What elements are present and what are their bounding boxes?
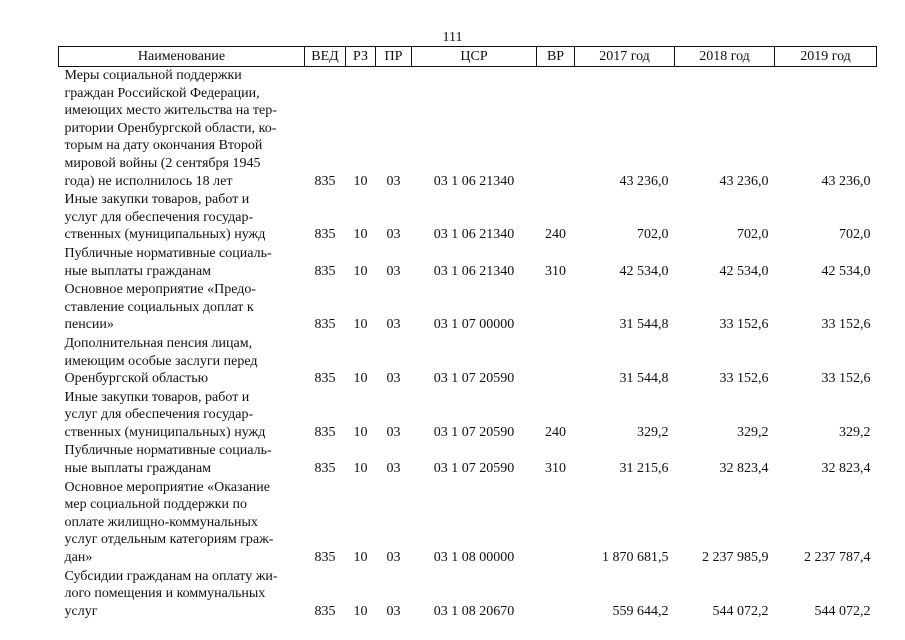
cell-rz: 10 <box>353 263 368 279</box>
header-2017: 2017 год <box>575 47 675 67</box>
header-2019: 2019 год <box>775 47 877 67</box>
cell-rz: 10 <box>353 603 368 619</box>
cell-pr: 03 <box>386 424 401 440</box>
cell-csr: 03 1 06 21340 <box>433 263 515 279</box>
cell-csr: 03 1 07 20590 <box>433 461 515 477</box>
cell-vr: 310 <box>545 461 566 477</box>
cell-y2017: 329,2 <box>637 424 669 440</box>
cell-y2017: 31 544,8 <box>619 371 669 387</box>
cell-pr: 03 <box>386 227 401 243</box>
table-row <box>59 389 877 443</box>
cell-pr: 03 <box>386 263 401 279</box>
table-row <box>59 479 877 568</box>
cell-vr <box>537 568 575 622</box>
cell-y2018: 2 237 985,9 <box>702 550 769 566</box>
cell-y2017: 42 534,0 <box>619 263 669 279</box>
cell-csr: 03 1 06 21340 <box>433 173 515 189</box>
cell-pr: 03 <box>386 317 401 333</box>
cell-y2017: 1 870 681,5 <box>602 550 669 566</box>
cell-rz: 10 <box>353 317 368 333</box>
table-row <box>59 281 877 335</box>
cell-y2018: 33 152,6 <box>719 317 769 333</box>
table-body <box>59 67 877 622</box>
cell-y2017: 43 236,0 <box>619 173 669 189</box>
header-csr: ЦСР <box>412 47 537 67</box>
cell-name: Субсидии гражданам на оплату жи- лого помещения и коммунальных услуг <box>64 568 278 619</box>
cell-ved: 835 <box>314 227 336 243</box>
cell-y2019: 2 237 787,4 <box>804 550 871 566</box>
cell-ved: 835 <box>314 461 336 477</box>
cell-csr: 03 1 08 00000 <box>433 550 515 566</box>
cell-ved: 835 <box>314 424 336 440</box>
cell-y2017: 702,0 <box>637 227 669 243</box>
cell-rz: 10 <box>353 227 368 243</box>
cell-rz: 10 <box>353 550 368 566</box>
table-header <box>59 47 877 67</box>
cell-pr: 03 <box>386 461 401 477</box>
cell-y2019: 33 152,6 <box>821 371 871 387</box>
cell-pr: 03 <box>386 173 401 189</box>
cell-y2018: 702,0 <box>737 227 769 243</box>
cell-y2018: 32 823,4 <box>719 461 769 477</box>
cell-y2019: 702,0 <box>839 227 871 243</box>
cell-y2018: 329,2 <box>737 424 769 440</box>
cell-csr: 03 1 08 20670 <box>433 603 515 619</box>
cell-ved: 835 <box>314 263 336 279</box>
cell-name: Дополнительная пенсия лицам, имеющим особые заслуги перед Оренбургской областью <box>64 335 258 387</box>
cell-ved: 835 <box>314 371 336 387</box>
cell-name: Меры социальной поддержки граждан Российской Федерации, имеющих место жительства на тер- ритории Оренбургской области, ко- торым на дату окончания Второй мировой войны (2 сентября 1945 года) не исполнилось 18 лет <box>64 68 277 189</box>
cell-csr: 03 1 06 21340 <box>433 227 515 243</box>
cell-pr: 03 <box>386 550 401 566</box>
header-rz: РЗ <box>346 47 376 67</box>
cell-y2019: 32 823,4 <box>821 461 871 477</box>
budget-table <box>58 46 877 621</box>
cell-ved: 835 <box>314 550 336 566</box>
cell-vr: 310 <box>545 263 566 279</box>
table-row <box>59 191 877 245</box>
cell-vr <box>537 479 575 568</box>
cell-y2019: 42 534,0 <box>821 263 871 279</box>
cell-y2017: 559 644,2 <box>612 603 669 619</box>
cell-y2019: 544 072,2 <box>814 603 871 619</box>
cell-rz: 10 <box>353 371 368 387</box>
cell-vr <box>537 335 575 389</box>
table-row <box>59 335 877 389</box>
cell-name: Основное мероприятие «Оказание мер социальной поддержки по оплате жилищно-коммунальных услуг отдельным категориям граж- дан» <box>64 479 274 566</box>
cell-vr: 240 <box>545 227 566 243</box>
header-name: Наименование <box>59 47 305 67</box>
cell-y2018: 544 072,2 <box>712 603 769 619</box>
cell-name: Иные закупки товаров, работ и услуг для обеспечения государ- ственных (муниципальных) нужд <box>64 192 266 243</box>
cell-pr: 03 <box>386 371 401 387</box>
cell-name: Публичные нормативные социаль- ные выплаты гражданам <box>64 443 272 477</box>
cell-y2017: 31 544,8 <box>619 317 669 333</box>
cell-y2019: 33 152,6 <box>821 317 871 333</box>
cell-csr: 03 1 07 20590 <box>433 371 515 387</box>
cell-name: Публичные нормативные социаль- ные выплаты гражданам <box>64 245 272 279</box>
cell-ved: 835 <box>314 173 336 189</box>
table-row <box>59 245 877 281</box>
cell-name: Иные закупки товаров, работ и услуг для обеспечения государ- ственных (муниципальных) нужд <box>64 389 266 440</box>
header-vr: ВР <box>537 47 575 67</box>
cell-ved: 835 <box>314 603 336 619</box>
header-2018: 2018 год <box>675 47 775 67</box>
header-pr: ПР <box>376 47 412 67</box>
table-row <box>59 568 877 622</box>
cell-vr: 240 <box>545 424 566 440</box>
cell-y2018: 42 534,0 <box>719 263 769 279</box>
header-ved: ВЕД <box>305 47 346 67</box>
cell-pr: 03 <box>386 603 401 619</box>
cell-y2019: 43 236,0 <box>821 173 871 189</box>
cell-y2017: 31 215,6 <box>619 461 669 477</box>
cell-ved: 835 <box>314 317 336 333</box>
cell-csr: 03 1 07 20590 <box>433 424 515 440</box>
cell-vr <box>537 281 575 335</box>
cell-name: Основное мероприятие «Предо- ставление социальных доплат к пенсии» <box>64 282 257 333</box>
cell-y2019: 329,2 <box>839 424 871 440</box>
cell-rz: 10 <box>353 424 368 440</box>
cell-y2018: 33 152,6 <box>719 371 769 387</box>
cell-rz: 10 <box>353 461 368 477</box>
cell-y2018: 43 236,0 <box>719 173 769 189</box>
page-number: 111 <box>442 30 463 45</box>
table-row <box>59 67 877 192</box>
cell-vr <box>537 67 575 192</box>
table-row <box>59 442 877 478</box>
cell-csr: 03 1 07 00000 <box>433 317 515 333</box>
cell-rz: 10 <box>353 173 368 189</box>
